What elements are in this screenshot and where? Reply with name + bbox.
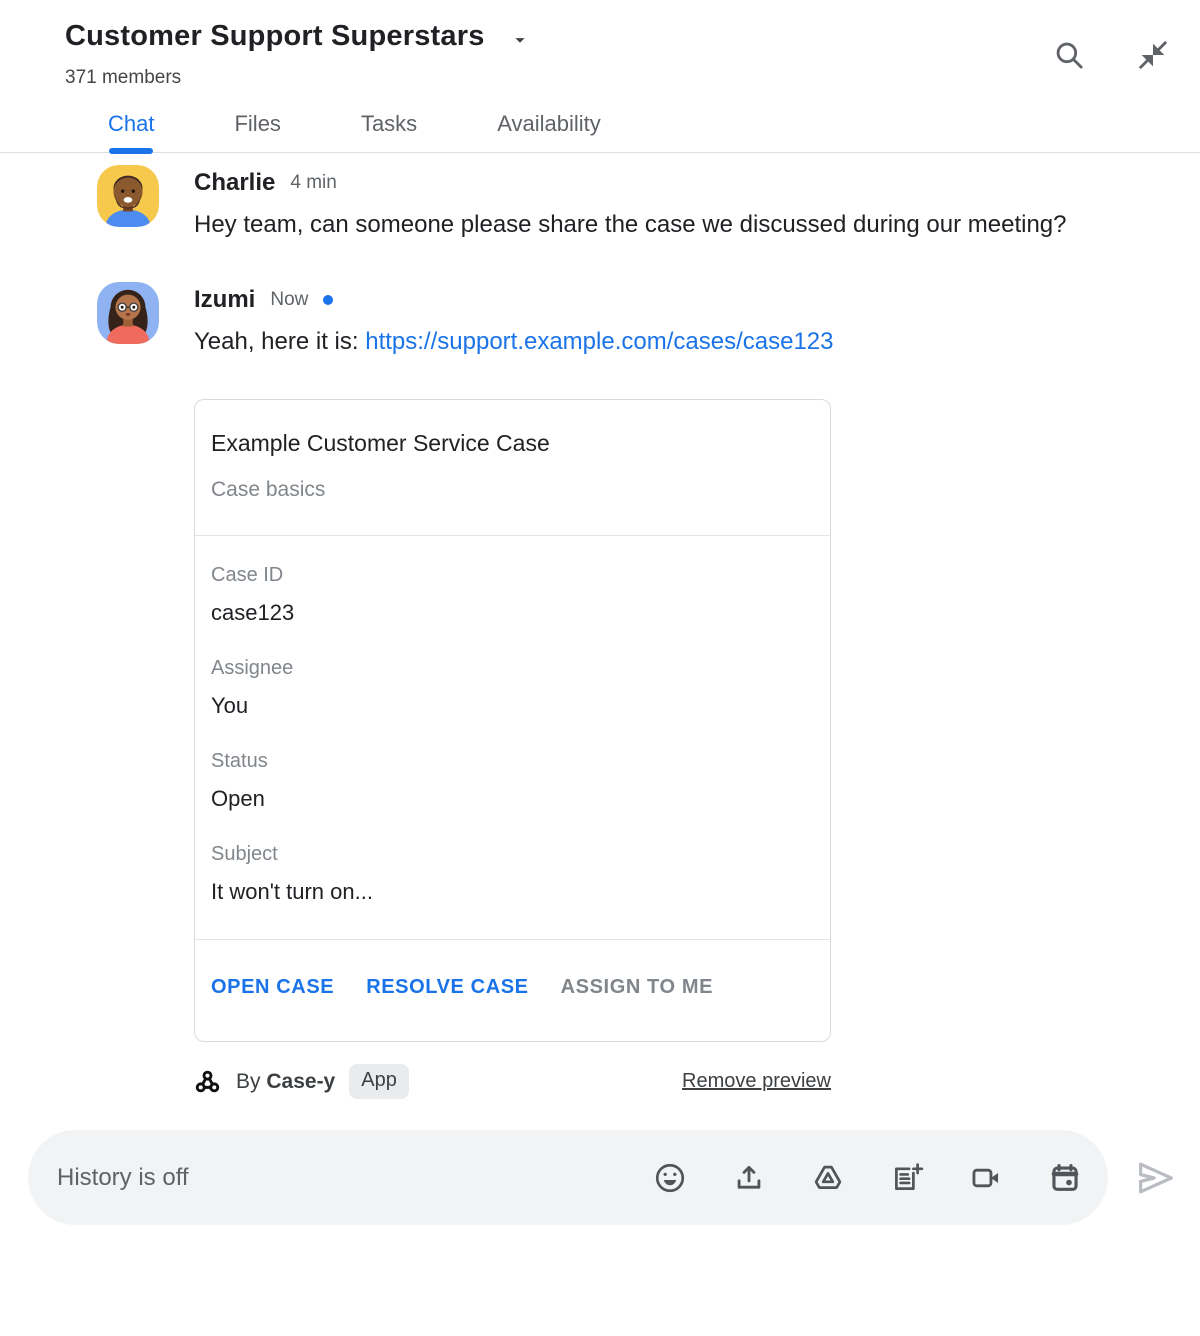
- message-time: Now: [270, 289, 309, 310]
- message-input[interactable]: [57, 1164, 653, 1192]
- member-count: 371 members: [65, 67, 182, 88]
- webhook-icon: [194, 1068, 221, 1095]
- emoji-icon[interactable]: [653, 1161, 687, 1195]
- field-subject: [211, 843, 814, 905]
- message-charlie: [97, 165, 1200, 245]
- field-label: Assignee: [211, 657, 294, 679]
- meeting-notes-icon[interactable]: [890, 1161, 924, 1195]
- tab-availability[interactable]: Availability: [497, 111, 601, 136]
- resolve-case-button[interactable]: RESOLVE CASE: [366, 976, 529, 998]
- app-name: Case-y: [266, 1069, 336, 1093]
- upload-icon[interactable]: [732, 1161, 766, 1195]
- send-icon[interactable]: [1132, 1155, 1178, 1201]
- tab-bar: [0, 89, 1200, 153]
- search-icon[interactable]: [1052, 38, 1086, 72]
- drive-icon[interactable]: [811, 1161, 845, 1195]
- app-badge: App: [349, 1064, 409, 1099]
- field-label: Subject: [211, 843, 278, 865]
- sender-name: Charlie: [194, 169, 276, 196]
- case-preview-card: [194, 399, 831, 1042]
- avatar-charlie: [97, 165, 159, 227]
- video-icon[interactable]: [969, 1161, 1003, 1195]
- message-text-prefix: Yeah, here it is:: [194, 328, 366, 355]
- message-text: [194, 322, 833, 362]
- space-title: Customer Support Superstars: [65, 20, 485, 52]
- field-case-id: [211, 564, 814, 626]
- field-value: case123: [211, 600, 295, 625]
- tab-chat[interactable]: Chat: [108, 111, 154, 152]
- space-header: [0, 0, 1200, 89]
- by-label: By: [236, 1069, 261, 1093]
- field-value: You: [211, 693, 249, 718]
- chevron-down-icon[interactable]: [509, 29, 531, 51]
- message-text: Hey team, can someone please share the case we discussed during our meeting?: [194, 211, 1067, 238]
- field-value: Open: [211, 786, 265, 811]
- composer-row: [28, 1130, 1200, 1225]
- card-title: Example Customer Service Case: [211, 430, 550, 456]
- message-time: 4 min: [290, 172, 337, 193]
- field-assignee: [211, 657, 814, 719]
- tab-tasks[interactable]: Tasks: [360, 111, 418, 136]
- collapse-icon[interactable]: [1136, 38, 1170, 72]
- field-status: [211, 750, 814, 812]
- avatar-izumi: [97, 282, 159, 344]
- message-izumi: [97, 282, 1200, 362]
- field-value: It won't turn on...: [211, 879, 373, 904]
- message-list: [0, 153, 1200, 362]
- sender-name: Izumi: [194, 286, 256, 313]
- app-byline: [236, 1070, 335, 1094]
- open-case-button[interactable]: OPEN CASE: [211, 976, 335, 998]
- assign-to-me-button[interactable]: ASSIGN TO ME: [560, 976, 714, 998]
- tab-files[interactable]: Files: [234, 111, 281, 136]
- field-label: Status: [211, 750, 268, 772]
- case-link[interactable]: https://support.example.com/cases/case123: [365, 328, 834, 355]
- message-composer[interactable]: [28, 1130, 1108, 1225]
- card-subtitle: Case basics: [211, 478, 326, 501]
- remove-preview-link[interactable]: Remove preview: [682, 1070, 831, 1092]
- card-attribution: [194, 1064, 831, 1099]
- field-label: Case ID: [211, 564, 284, 586]
- calendar-icon[interactable]: [1048, 1161, 1082, 1195]
- presence-dot: [323, 295, 333, 305]
